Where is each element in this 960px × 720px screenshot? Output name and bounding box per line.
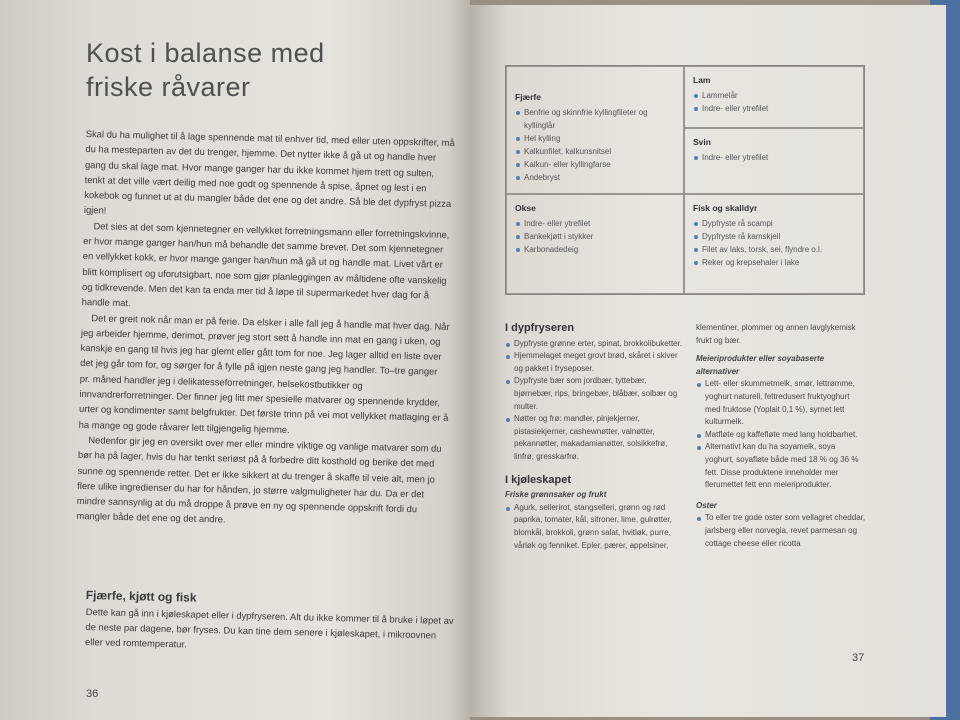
- section-paragraph: Dette kan gå inn i kjøleskapet eller i dypfryseren. Alt du ikke kommer til å bruke i løpet av de neste par dagene, bør fryses. Du kan tine dem senere i kjøleskapet, i mikroovnen eller ved romtemperatur.: [84, 605, 454, 650]
- section-heading: Fjærfe, kjøtt og fisk: [85, 588, 197, 605]
- list-item: Andebryst: [515, 171, 675, 184]
- list-item: To eller tre gode oster som vellagret cheddar, jarlsberg eller norvegia, revet parmesan og cottage cheese eller ricotta: [696, 512, 866, 550]
- spacer: [505, 464, 683, 474]
- paragraph: Det sies at det som kjennetegner en vellykket forretningsmann eller forretningskvinne, er hvor mange ganger han/hun må behandle det samme brevet. Det som kjennetegner en vellykket kokk, er hvor mange ganger han/hun må gå ut og handle mat. Livet vårt er blitt komplisert og uforutsigbart, noe som gjør planleggingen av måltidene ofte vanskelig og tidkrevende. Men det kan ta enda mer tid å løpe til supermarkedet hver dag for å handle mat.: [81, 219, 450, 309]
- item-list: [696, 512, 866, 550]
- subsection-heading: Friske grønnsaker og frukt: [505, 490, 607, 500]
- title-line-2: friske råvarer: [86, 72, 251, 102]
- table-cell-fjaerfe: [506, 66, 684, 194]
- list-item: Benfrie og skinnfrie kyllingfileter og kyllinglår: [515, 106, 675, 132]
- item-list: [693, 89, 855, 115]
- list-item: Alternativt kan du ha soyamelk, soya yoghurt, soyafløte både med 18 % og 36 % fett. Disse produktene inneholder mer flerumettet fett enn meieriprodukter.: [696, 441, 866, 491]
- list-item: Agurk, sellerirot, stangselleri, grønn og rød paprika, tomater, kål, sitroner, lime, gulrøtter, blomkål, brokkoli, grønn salat, hvitløk, purre, vårløk og fenniket. Epler, pærer, appelsiner,: [505, 502, 683, 552]
- item-list: [505, 502, 683, 552]
- table-cell-okse: [506, 194, 684, 294]
- continued-text: klementiner, plommer og annen lavglykemisk frukt og bær.: [696, 323, 856, 345]
- list-item: Bankekjøtt i stykker: [515, 230, 675, 243]
- item-list: [515, 217, 675, 256]
- table-cell-fisk: [684, 194, 864, 294]
- body-text: [76, 126, 456, 533]
- list-item: Filet av laks, torsk, sei, flyndre o.l.: [693, 243, 855, 256]
- list-item: Kalkunfilet, kalkunsnitsel: [515, 145, 675, 158]
- left-page: [0, 0, 470, 720]
- table-cell-svin: [684, 128, 864, 194]
- title-line-1: Kost i balanse med: [86, 38, 325, 68]
- table-cell-lam: [684, 66, 864, 128]
- list-item: Indre- eller ytrefilet: [693, 102, 855, 115]
- section-heading-dypfryseren: I dypfryseren: [505, 322, 575, 334]
- list-item: Indre- eller ytrefilet: [693, 151, 855, 164]
- cell-title: Fisk og skalldyr: [693, 203, 758, 213]
- item-list: [515, 106, 675, 184]
- item-list: [696, 378, 866, 491]
- list-item: Hjemmelaget meget grovt brød, skåret i skiver og pakket i fryseposer.: [505, 350, 683, 375]
- page-number: 37: [852, 652, 865, 664]
- spacer: [696, 492, 866, 500]
- subsection-heading-meieri: Meieriprodukter eller soyabaserte alternativer: [696, 354, 825, 376]
- item-list: [693, 151, 855, 164]
- list-item: Karbonadedeig: [515, 243, 675, 256]
- paragraph: Nedenfor gir jeg en oversikt over mer eller mindre viktige og vanlige matvarer som du bør ha på lager, hvis du har tenkt seriøst på å forbedre ditt kosthold og berike det med sunne og spennende retter. Det er ikke sikkert at du trenger å skaffe til veie alt, men jo flere ulike ingredienser du har for hånden, jo større valgmuligheter har du. Da er det mindre sannsynlig at du må droppe å prøve en ny og spennende oppskrift fordi du mangler både det ene og det andre.: [76, 434, 442, 525]
- list-item: Dypfryste bær som jordbær, tyttebær, bjørnebær, rips, bringebær, blåbær, solbær og multer.: [505, 375, 683, 413]
- cell-title: Okse: [515, 203, 536, 213]
- list-item: Lammelår: [693, 89, 855, 102]
- item-list: [693, 217, 855, 269]
- list-item: Dypfryste grønne erter, spinat, brokkolibuketter.: [505, 338, 683, 351]
- list-item: Lett- eller skummetmelk, smør, lettrømme, yoghurt naturell, fettredusert fruktyoghurt med fruktose (Yoplait 0,1 %), syrnet lett kulturmelk.: [696, 378, 866, 428]
- list-item: Dypfryste rå kamskjell: [693, 230, 855, 243]
- cell-title: Svin: [693, 137, 711, 147]
- list-item: Reker og krepsehaler i lake: [693, 256, 855, 269]
- list-item: Indre- eller ytrefilet: [515, 217, 675, 230]
- subsection-heading-oster: Oster: [696, 500, 717, 510]
- list-item: Nøtter og frø: mandler, pinjekjerner, pistasiekjerner, cashewnøtter, valnøtter, pekannøtter, makadamianøtter, solsikkefrø, linfrø, gresskarfrø.: [505, 413, 683, 463]
- list-item: Hel kylling: [515, 132, 675, 145]
- section-heading-kjoleskapet: I kjøleskapet: [505, 473, 572, 486]
- paragraph: Skal du ha mulighet til å lage spennende mat til enhver tid, med eller uten oppskrifter, må du ha mesteparten av det du trenger, hjemme. Det nytter ikke å gå ut og handle hver gang du skal lage mat. Hvor mange ganger har du ikke kommet hjem trett og sulten, tenkt at det ville vært deilig med noe godt og spennende å spise, åpnet og lest i en kokebok og funnet ut at du mangler både det ene og det andre. Så ble det dypfryst pizza igjen!: [83, 127, 455, 217]
- list-item: Matfløte og kaffefløte med lang holdbarhet.: [696, 429, 866, 442]
- cell-title: Fjærfe: [515, 92, 541, 102]
- list-item: Kalkun- eller kyllingfarse: [515, 158, 675, 171]
- page-number: 36: [86, 688, 99, 700]
- cell-title: Lam: [693, 75, 711, 85]
- column-right: [696, 322, 866, 550]
- column-left: [505, 322, 683, 552]
- meat-table: [505, 65, 865, 295]
- page-title: [86, 36, 446, 104]
- list-item: Dypfryste rå scampi: [693, 217, 855, 230]
- paragraph: Det er greit nok når man er på ferie. Da elsker i alle fall jeg å handle mat hver dag. Når jeg arbeider hjemme, derimot, prøver jeg stort sett å handle inn mat en gang i uken, og kanskje en gang til hvis jeg har glemt eller gått tom for noe. Jeg lager alltid en liste over det jeg går tom for, og sørger for å fylle på igjen neste gang jeg handler. To–tre ganger pr. måned handler jeg i delikatesseforretninger, helsekostbutikker og innvandrerforretninger. Der finner jeg litt mer spesielle matvarer og spennende krydder, urter og kondimenter samt belgfrukter. Det første trinn på vei mot vellykket matlaging er å ha mange og gode råvarer lett tilgjengelig hjemme.: [78, 311, 450, 435]
- item-list: [505, 338, 683, 464]
